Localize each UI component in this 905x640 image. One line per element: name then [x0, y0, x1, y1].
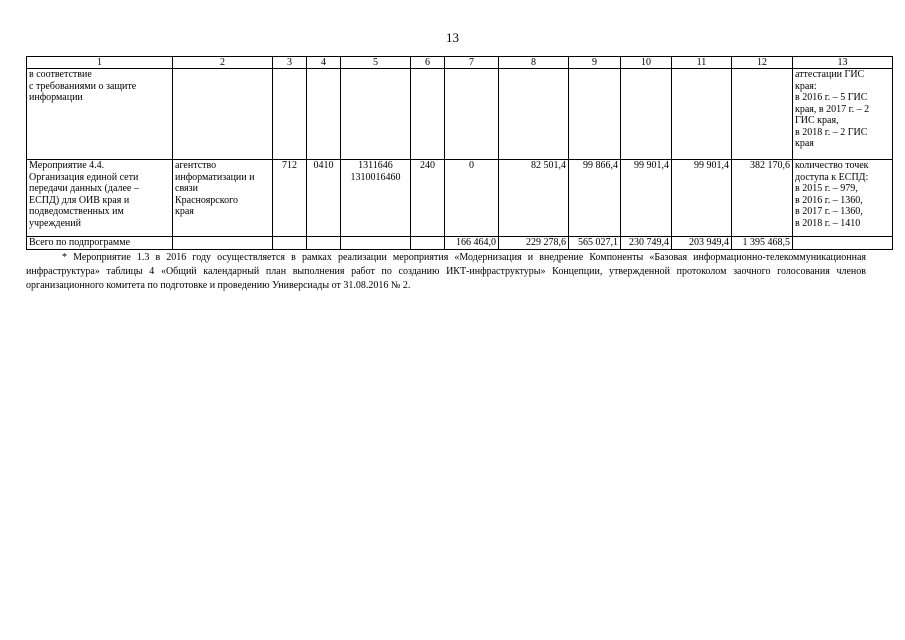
- total-amount-cell: 1 395 468,5: [732, 237, 793, 250]
- column-number: 8: [499, 57, 569, 69]
- amount-cell: 99 901,4: [672, 160, 732, 237]
- total-amount-cell: 230 749,4: [621, 237, 672, 250]
- column-number: 10: [621, 57, 672, 69]
- amount-cell: 99 866,4: [569, 160, 621, 237]
- empty-cell: [307, 237, 341, 250]
- total-amount-cell: 203 949,4: [672, 237, 732, 250]
- total-amount-cell: 166 464,0: [445, 237, 499, 250]
- total-amount-cell: 565 027,1: [569, 237, 621, 250]
- amount-cell: [499, 69, 569, 160]
- column-number: 9: [569, 57, 621, 69]
- program-table: [26, 56, 893, 250]
- grbs-cell: 712: [273, 160, 307, 237]
- table-row: [27, 160, 893, 237]
- column-number: 4: [307, 57, 341, 69]
- column-number-row: [27, 57, 893, 69]
- measure-name-cell: в соответствие с требованиями о защите информации: [27, 69, 173, 160]
- column-number: 1: [27, 57, 173, 69]
- expected-result-cell: количество точек доступа к ЕСПД: в 2015 г. – 979, в 2016 г. – 1360, в 2017 г. – 1360, в 2018 г. – 1410: [793, 160, 893, 237]
- footnote: * Мероприятие 1.3 в 2016 году осуществляется в рамках реализации мероприятия «Модернизация и внедрение Компоненты «Базовая информационно-телекоммуникационная инфраструктура» таблицы 4 «Общий календарный план выполнения работ по созданию ИКТ-инфраструктуры» Концепции, утвержденной протоколом заочного голосования членов организационного комитета по подготовке и проведению Универсиады от 31.08.2016 № 2.: [26, 252, 866, 291]
- amount-cell: 82 501,4: [499, 160, 569, 237]
- empty-cell: [273, 237, 307, 250]
- section-cell: [307, 69, 341, 160]
- page-number: 13: [446, 30, 459, 45]
- expected-result-cell: аттестации ГИС края: в 2016 г. – 5 ГИС края, в 2017 г. – 2 ГИС края, в 2018 г. – 2 ГИС края: [793, 69, 893, 160]
- column-number: 13: [793, 57, 893, 69]
- target-article-cell: [341, 69, 411, 160]
- total-row: [27, 237, 893, 250]
- amount-cell: [621, 69, 672, 160]
- expense-type-cell: 240: [411, 160, 445, 237]
- amount-total-cell: [732, 69, 793, 160]
- empty-cell: [411, 237, 445, 250]
- empty-cell: [793, 237, 893, 250]
- column-number: 6: [411, 57, 445, 69]
- section-cell: 0410: [307, 160, 341, 237]
- column-number: 5: [341, 57, 411, 69]
- amount-cell: 0: [445, 160, 499, 237]
- grbs-cell: [273, 69, 307, 160]
- column-number: 7: [445, 57, 499, 69]
- measure-name-cell: Мероприятие 4.4. Организация единой сети передачи данных (далее – ЕСПД) для ОИВ края и подведомственных им учреждений: [27, 160, 173, 237]
- column-number: 2: [173, 57, 273, 69]
- amount-total-cell: 382 170,6: [732, 160, 793, 237]
- executor-cell: агентство информатизации и связи Красноярского края: [173, 160, 273, 237]
- total-amount-cell: 229 278,6: [499, 237, 569, 250]
- amount-cell: [672, 69, 732, 160]
- table-row: [27, 69, 893, 160]
- amount-cell: 99 901,4: [621, 160, 672, 237]
- executor-cell: [173, 69, 273, 160]
- column-number: 3: [273, 57, 307, 69]
- total-label: Всего по подпрограмме: [27, 237, 173, 250]
- expense-type-cell: [411, 69, 445, 160]
- amount-cell: [569, 69, 621, 160]
- target-article-cell: 1311646 1310016460: [341, 160, 411, 237]
- empty-cell: [341, 237, 411, 250]
- amount-cell: [445, 69, 499, 160]
- column-number: 12: [732, 57, 793, 69]
- column-number: 11: [672, 57, 732, 69]
- empty-cell: [173, 237, 273, 250]
